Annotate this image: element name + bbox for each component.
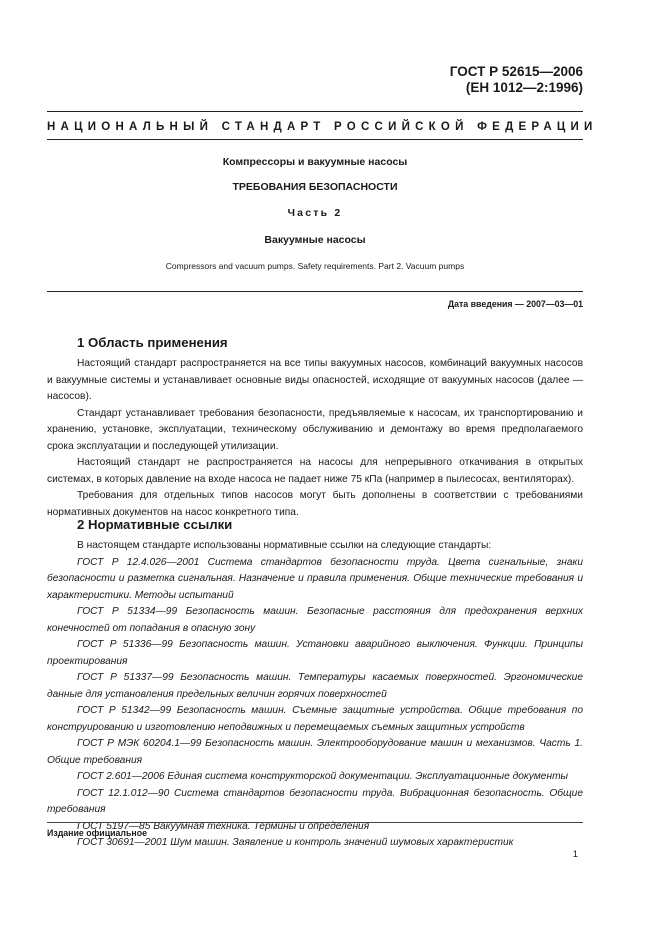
national-standard-banner: НАЦИОНАЛЬНЫЙ СТАНДАРТ РОССИЙСКОЙ ФЕДЕРАЦИИ: [47, 121, 598, 133]
english-title: Compressors and vacuum pumps. Safety requirements. Part 2. Vacuum pumps: [165, 261, 465, 271]
reference-item: ГОСТ Р 51337—99 Безопасность машин. Температуры касаемых поверхностей. Эргономические данные для установления предельных величин горячих поверхностей: [47, 672, 583, 700]
reference-item: ГОСТ 30691—2001 Шум машин. Заявление и контроль значений шумовых характеристик: [77, 837, 514, 848]
section-1-heading: 1 Область применения: [77, 335, 228, 350]
harmonized-standard-number: (ЕН 1012—2:1996): [465, 80, 583, 95]
reference-item: ГОСТ Р МЭК 60204.1—99 Безопасность машин. Электрооборудование машин и механизмов. Часть 1. Общие требования: [47, 738, 583, 766]
edition-note: Издание официальное: [47, 828, 147, 838]
reference-item: ГОСТ 2.601—2006 Единая система конструкторской документации. Эксплуатационные документы: [77, 771, 569, 782]
top-divider: [47, 111, 583, 112]
paragraph: Настоящий стандарт не распространяется на насосы для непрерывного откачивания в открытых системах, в которых давление на входе насоса не падает ниже 75 кПа (например в пылесосах, вентиляторах).: [47, 457, 583, 485]
title-line-2: ТРЕБОВАНИЯ БЕЗОПАСНОСТИ: [232, 181, 398, 193]
effective-date: Дата введения — 2007—03—01: [447, 299, 583, 309]
page-number: 1: [572, 849, 578, 860]
paragraph: Стандарт устанавливает требования безопасности, предъявляемые к насосам, их транспортированию и хранению, установке, эксплуатации, техническому обслуживанию и демонтажу во время предполагаемого срока эксплуатации и последующей утилизации.: [47, 407, 583, 452]
standard-designation: [450, 64, 583, 96]
paragraph: Требования для отдельных типов насосов могут быть дополнены в соответствии с требованиями нормативных документов на насос конкретного типа.: [47, 490, 583, 518]
reference-item: ГОСТ Р 51334—99 Безопасность машин. Безопасные расстояния для предохранения верхних конечностей от попадания в опасную зону: [47, 606, 583, 634]
standard-number: ГОСТ Р 52615—2006: [449, 64, 583, 79]
paragraph: Настоящий стандарт распространяется на все типы вакуумных насосов, комбинаций вакуумных насосов и вакуумные системы и устанавливает основные виды опасностей, исходящие от вакуумных насосов (далее — насосов).: [47, 358, 583, 402]
section-1-body: [47, 356, 583, 521]
reference-item: ГОСТ Р 51342—99 Безопасность машин. Съемные защитные устройства. Общие требования по конструированию и изготовлению неподвижных и перемещаемых съемных защитных устройств: [47, 705, 583, 733]
section-2-body: [47, 538, 583, 852]
title-line-3: Вакуумные насосы: [264, 234, 366, 246]
footer-divider: [47, 822, 583, 823]
title-line-1: Компрессоры и вакуумные насосы: [222, 156, 408, 168]
section-2-heading: 2 Нормативные ссылки: [77, 517, 233, 532]
reference-item: ГОСТ Р 51336—99 Безопасность машин. Установки аварийного выключения. Функции. Принципы проектирования: [47, 639, 583, 667]
date-divider: [47, 291, 583, 292]
title-part: Часть 2: [287, 207, 343, 219]
banner-divider: [47, 139, 583, 140]
references-intro: В настоящем стандарте использованы нормативные ссылки на следующие стандарты:: [77, 540, 492, 551]
reference-item: ГОСТ Р 12.4.026—2001 Система стандартов безопасности труда. Цвета сигнальные, знаки безопасности и разметка сигнальная. Назначение и правила применения. Общие технические требования и характеристики. Методы испытаний: [47, 556, 583, 601]
reference-item: ГОСТ 12.1.012—90 Система стандартов безопасности труда. Вибрационная безопасность. Общие требования: [47, 787, 583, 815]
reference-item: ГОСТ 5197—85 Вакуумная техника. Термины и определения: [77, 820, 370, 832]
